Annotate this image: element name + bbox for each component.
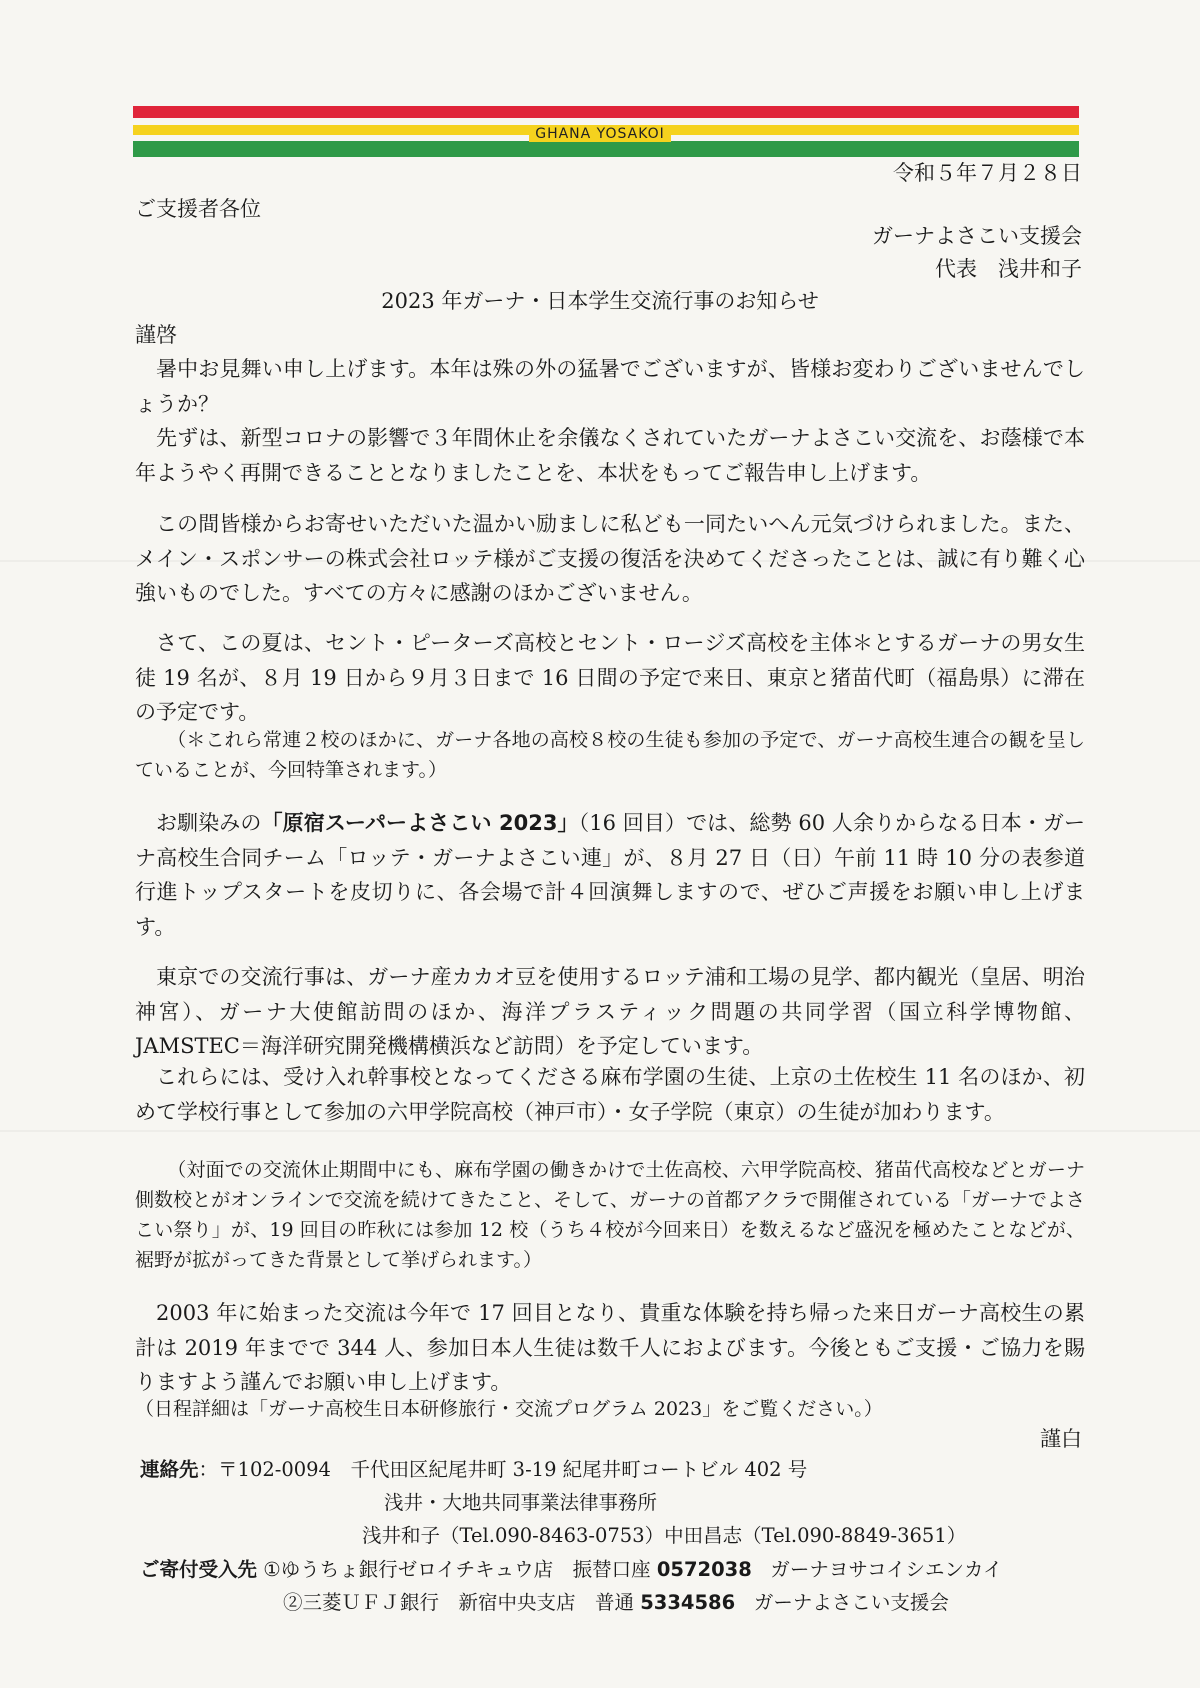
contact-address-line — [140, 1453, 807, 1486]
brand-banner — [0, 125, 1200, 143]
opening-salutation: 謹啓 — [135, 323, 177, 347]
contact-address: 〒102-0094 千代田区紀尾井町 3-19 紀尾井町コートビル 402 号 — [218, 1458, 808, 1481]
sender-representative: 代表 浅井和子 — [935, 257, 1082, 281]
contact-office: 浅井・大地共同事業法律事務所 — [384, 1491, 658, 1514]
paragraph-visit-plan: さて、この夏は、セント・ピーターズ高校とセント・ロージズ高校を主体＊とするガーナの男女生徒 19 名が、８月 19 日から９月３日まで 16 日間の予定で来日、東京と猪苗代町（福島県）に滞在の予定です。 — [135, 631, 1085, 724]
paper-fold — [0, 1130, 1200, 1132]
harajuku-intro: お馴染みの — [156, 811, 262, 835]
paragraph-history: 2003 年に始まった交流は今年で 17 回目となり、貴重な体験を持ち帰った来日ガーナ高校生の累計は 2019 年までで 344 人、参加日本人生徒は数千人におよびます。今後ともご支援・ご協力を賜りますよう謹んでお願い申し上げます。 — [135, 1301, 1085, 1394]
note-background: （対面での交流休止期間中にも、麻布学園の働きかけで土佐高校、六甲学院高校、猪苗代高校などとガーナ側数校とがオンラインで交流を続けてきたこと、そして、ガーナの首都アクラで開催されている「ガーナでよさこい祭り」が、19 回目の昨秋には参加 12 校（うち４校が今回来日）を数えるなど盛況を極めたことなどが、裾野が拡がってきた背景として挙げられます。） — [135, 1159, 1085, 1271]
paragraph-harajuku — [135, 806, 1085, 944]
donation-line-2 — [283, 1586, 949, 1619]
harajuku-detail: （16 回目）では、総勢 60 人余りからなる日本・ガーナ高校生合同チーム「ロッテ・ガーナよさこい連」が、８月 27 日（日）午前 11 時 10 分の表参道行進トップスタートを皮切りに、各会場で計４回演舞しますので、ぜひご声援をお願い申し上げます。 — [135, 811, 1086, 939]
donation-line-1 — [140, 1553, 1002, 1586]
donation-payee-1: ガーナヨサコイシエンカイ — [770, 1558, 1003, 1581]
note-schedule: （日程詳細は「ガーナ高校生日本研修旅行・交流プログラム 2023」をご覧ください。） — [135, 1398, 883, 1420]
paragraph-thanks: この間皆様からお寄せいただいた温かい励ましに私ども一同たいへん元気づけられました。また、メイン・スポンサーの株式会社ロッテ様がご支援の復活を決めてくださったことは、誠に有り難く心強いものでした。すべての方々に感謝のほかございません。 — [135, 512, 1085, 605]
harajuku-event-name: 「原宿スーパーよさこい 2023」 — [261, 811, 579, 835]
donation-payee-2: ガーナよさこい支援会 — [753, 1591, 949, 1614]
donation-account-1: 0572038 — [656, 1558, 752, 1581]
header-green-bar — [133, 141, 1079, 157]
note-schools: （＊これら常連２校のほかに、ガーナ各地の高校８校の生徒も参加の予定で、ガーナ高校生連合の観を呈していることが、今回特筆されます。） — [135, 729, 1085, 781]
donation-bank-2: ②三菱ＵＦＪ銀行 新宿中央支店 普通 — [283, 1591, 635, 1614]
contact-phones: 浅井和子（Tel.090-8463-0753）中田昌志（Tel.090-8849-3651） — [362, 1524, 967, 1547]
contact-label: 連絡先 — [140, 1458, 199, 1481]
brand-name: GHANA YOSAKOI — [529, 126, 671, 142]
paragraph-greeting: 暑中お見舞い申し上げます。本年は殊の外の猛暑でございますが、皆様お変わりございませんでしょうか？ — [135, 357, 1085, 416]
donation-account-2: 5334586 — [640, 1591, 736, 1614]
donation-bank-1: ①ゆうちょ銀行ゼロイチキュウ店 振替口座 — [263, 1558, 651, 1581]
closing-salutation: 謹白 — [1040, 1427, 1082, 1451]
paragraph-participants: これらには、受け入れ幹事校となってくださる麻布学園の生徒、上京の土佐校生 11 名のほか、初めて学校行事として参加の六甲学院高校（神戸市）・女子学院（東京）の生徒が加わります。 — [135, 1065, 1085, 1124]
letter-title: 2023 年ガーナ・日本学生交流行事のお知らせ — [381, 289, 819, 313]
contact-separator: ： — [198, 1458, 219, 1481]
paragraph-resumption: 先ずは、新型コロナの影響で３年間休止を余儀なくされていたガーナよさこい交流を、お蔭様で本年ようやく再開できることとなりましたことを、本状をもってご報告申し上げます。 — [135, 426, 1085, 485]
donation-label: ご寄付受入先 — [140, 1558, 258, 1581]
sender-org: ガーナよさこい支援会 — [872, 224, 1082, 248]
addressee: ご支援者各位 — [135, 197, 261, 221]
header-red-bar — [133, 106, 1079, 118]
letter-date: 令和５年７月２８日 — [893, 161, 1082, 185]
paragraph-tokyo-events: 東京での交流行事は、ガーナ産カカオ豆を使用するロッテ浦和工場の見学、都内観光（皇居、明治神宮）、ガーナ大使館訪問のほか、海洋プラスティック問題の共同学習（国立科学博物館、JAMSTEC＝海洋研究開発機構横浜など訪問）を予定しています。 — [135, 965, 1085, 1058]
